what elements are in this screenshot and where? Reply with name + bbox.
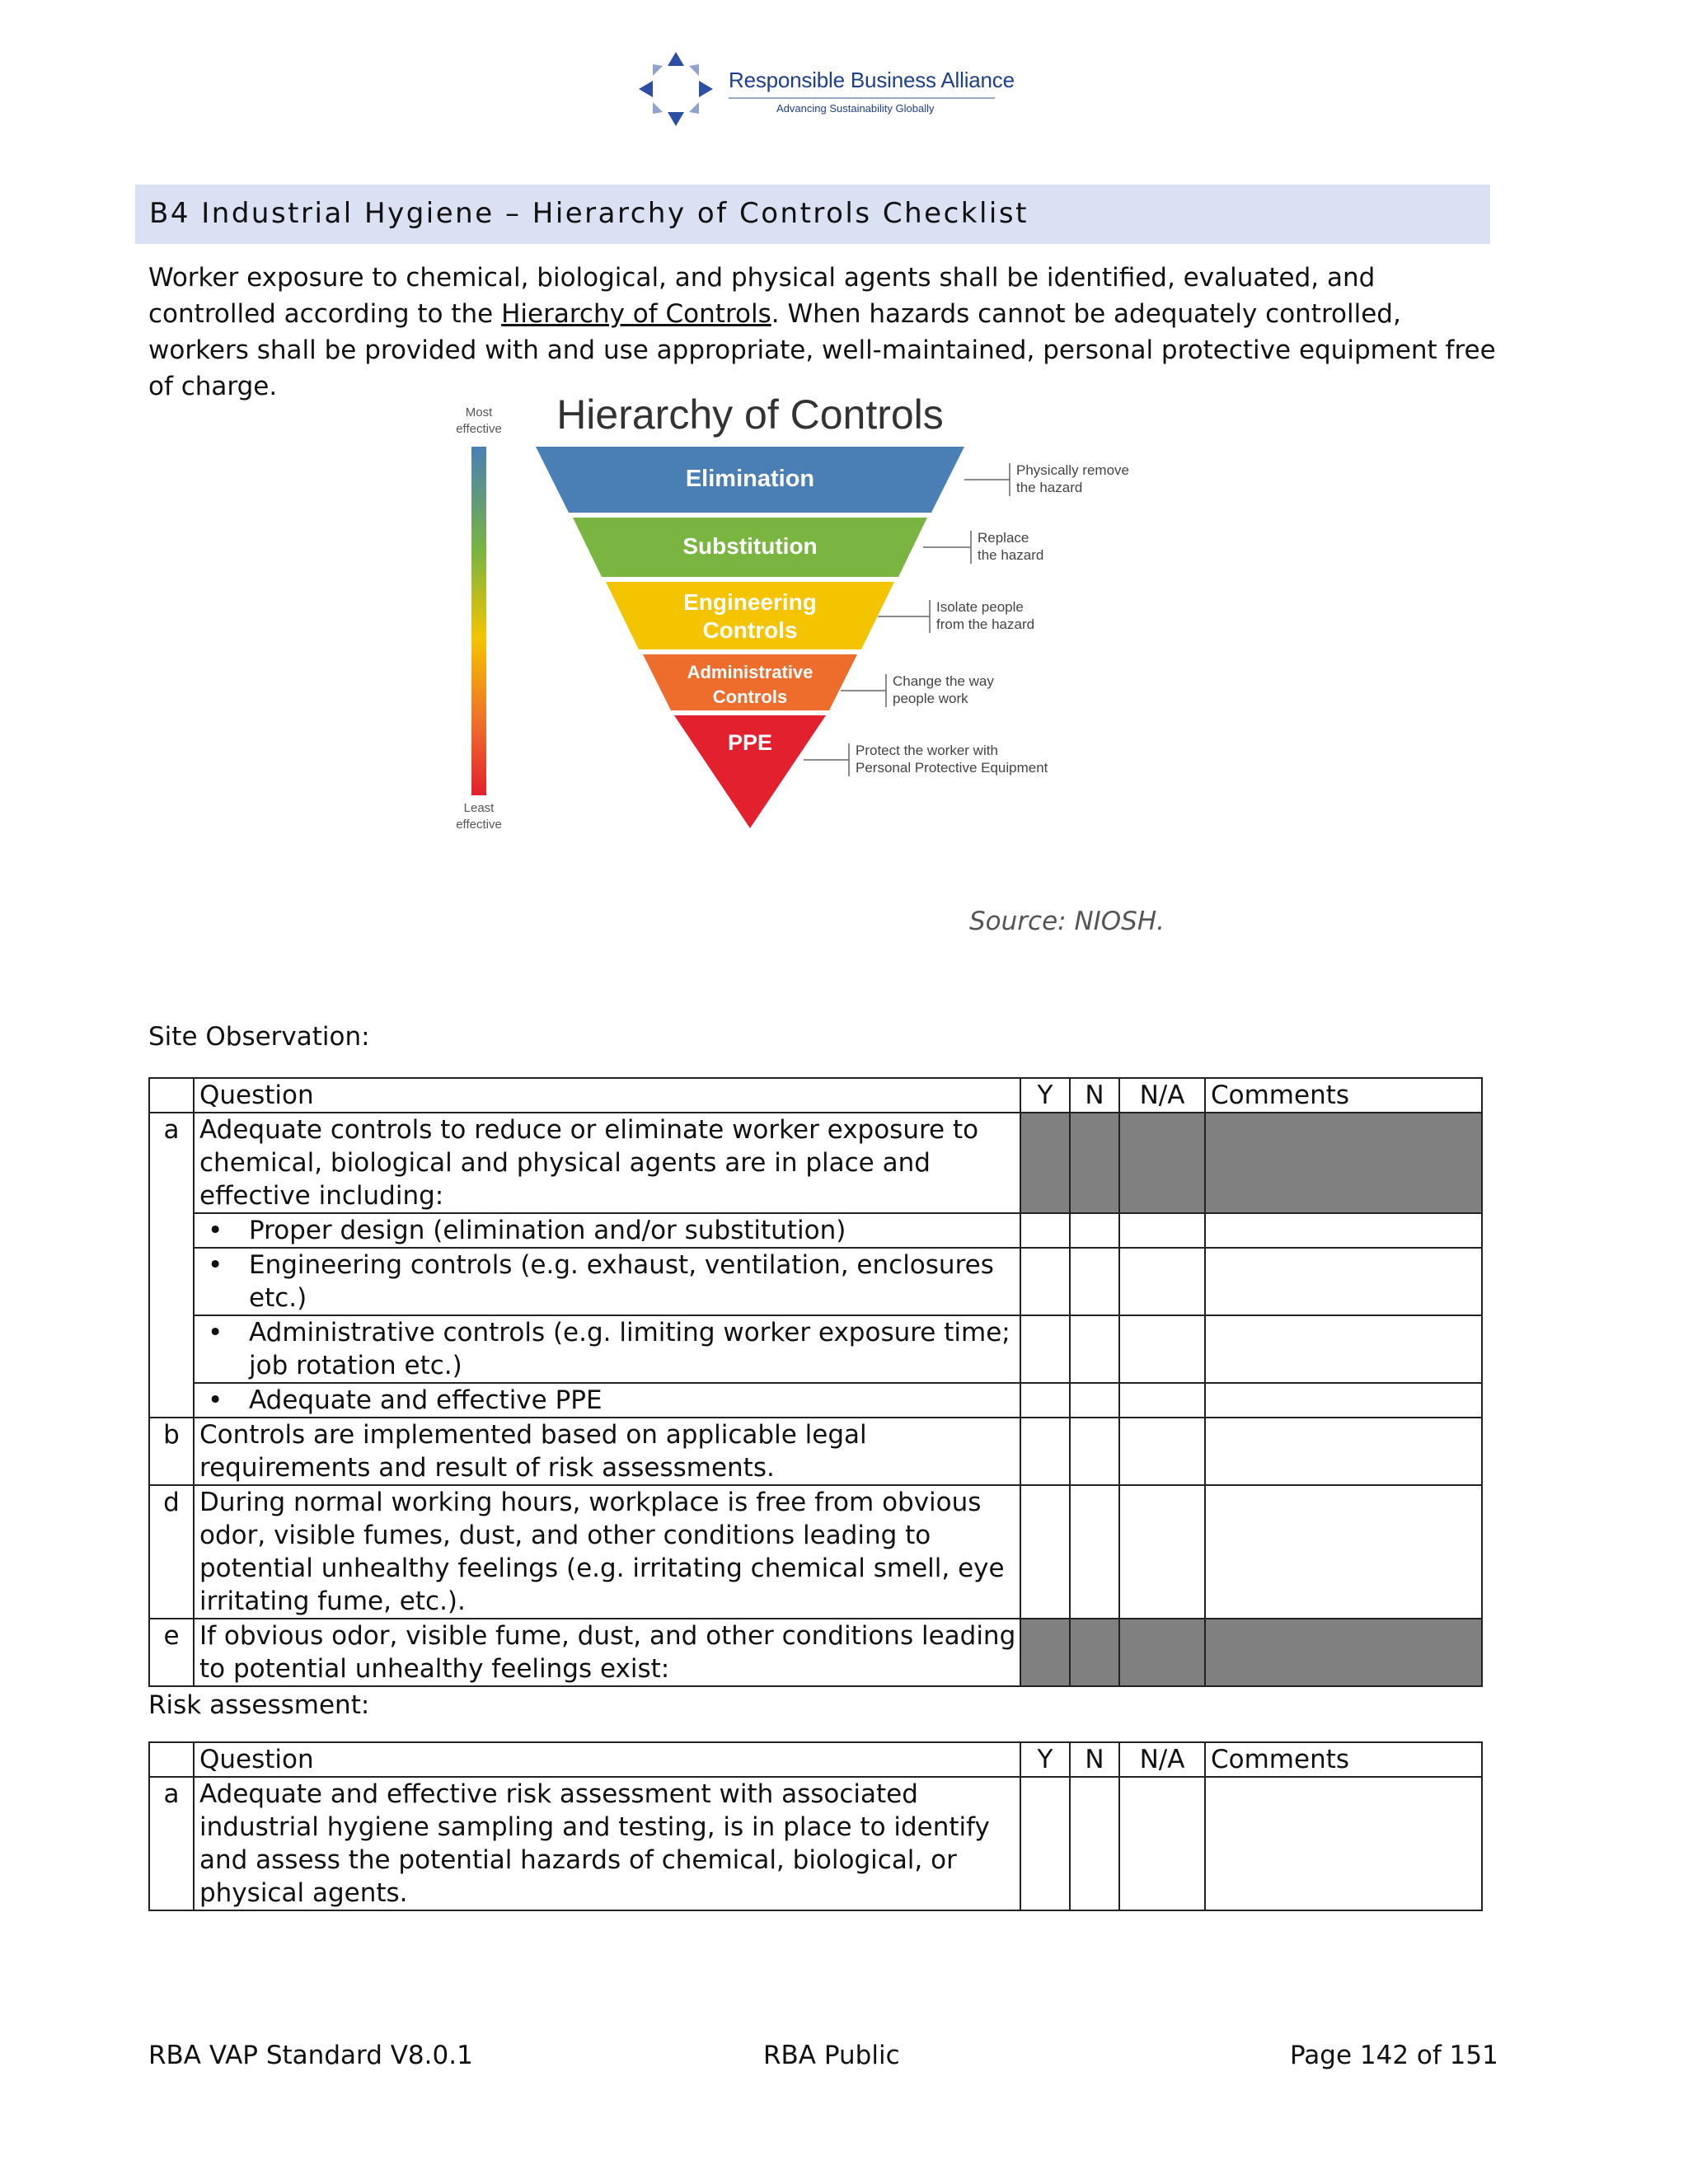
level-engineering-note-1: Isolate people: [936, 599, 1024, 615]
na-header: N/A: [1119, 1078, 1205, 1113]
no-cell[interactable]: [1070, 1485, 1119, 1619]
no-header: N: [1070, 1078, 1119, 1113]
row-letter: a: [149, 1113, 194, 1418]
letter-header: [149, 1742, 194, 1777]
letter-header: [149, 1078, 194, 1113]
yes-header: Y: [1020, 1078, 1070, 1113]
no-cell: [1070, 1619, 1119, 1686]
yes-cell: [1020, 1113, 1070, 1213]
yes-header: Y: [1020, 1742, 1070, 1777]
table-row: [149, 1619, 1482, 1686]
logo-divider: [729, 97, 995, 99]
question-header: Question: [194, 1078, 1020, 1113]
comments-header: Comments: [1205, 1742, 1482, 1777]
level-administrative-label-1: Administrative: [687, 662, 814, 682]
bullet-text: Administrative controls (e.g. limiting worker exposure time; job rotation etc.): [249, 1318, 1010, 1380]
table-row: [149, 1418, 1482, 1485]
na-cell[interactable]: [1119, 1248, 1205, 1315]
row-letter: a: [149, 1777, 194, 1910]
yes-cell[interactable]: [1020, 1485, 1070, 1619]
level-engineering-label-1: Engineering: [683, 589, 817, 615]
question-text: Adequate controls to reduce or eliminate worker exposure to chemical, biological and physical agents are in place and effective including:: [194, 1113, 1020, 1213]
row-letter: b: [149, 1418, 194, 1485]
no-cell[interactable]: [1070, 1418, 1119, 1485]
table-row: [149, 1315, 1482, 1383]
comments-cell[interactable]: [1205, 1315, 1482, 1383]
no-cell[interactable]: [1070, 1248, 1119, 1315]
risk-assessment-label: Risk assessment:: [148, 1690, 370, 1720]
yes-cell[interactable]: [1020, 1383, 1070, 1418]
scale-top-label-1: Most: [465, 405, 493, 419]
scale-top-label-2: effective: [456, 422, 502, 436]
no-cell[interactable]: [1070, 1777, 1119, 1910]
intro-paragraph: [148, 260, 1500, 405]
no-cell[interactable]: [1070, 1213, 1119, 1248]
site-observation-table: [148, 1077, 1483, 1687]
question-header: Question: [194, 1742, 1020, 1777]
na-cell[interactable]: [1119, 1383, 1205, 1418]
question-text: [194, 1248, 1020, 1315]
level-substitution-note-2: the hazard: [978, 547, 1044, 563]
scale-bottom-label-2: effective: [456, 818, 502, 832]
comments-cell: [1205, 1113, 1482, 1213]
bullet-icon: •: [208, 1385, 223, 1415]
section-title: B4 Industrial Hygiene – Hierarchy of Controls Checklist: [149, 197, 1029, 230]
no-cell: [1070, 1113, 1119, 1213]
logo-name: Responsible Business Alliance: [729, 68, 1015, 92]
risk-assessment-table: [148, 1741, 1483, 1911]
question-text: During normal working hours, workplace is free from obvious odor, visible fumes, dust, and other conditions leading to potential unhealthy feelings (e.g. irritating chemical smell, eye irritating fume, etc.).: [194, 1485, 1020, 1619]
level-administrative-note-1: Change the way: [893, 673, 994, 689]
footer-classification: RBA Public: [763, 2041, 900, 2070]
yes-cell[interactable]: [1020, 1315, 1070, 1383]
comments-cell[interactable]: [1205, 1485, 1482, 1619]
row-letter: d: [149, 1485, 194, 1619]
na-cell[interactable]: [1119, 1777, 1205, 1910]
level-engineering-label-2: Controls: [702, 617, 798, 643]
hierarchy-of-controls-link[interactable]: Hierarchy of Controls: [501, 299, 771, 329]
yes-cell[interactable]: [1020, 1777, 1070, 1910]
logo-tagline: Advancing Sustainability Globally: [776, 102, 935, 115]
level-elimination-note-1: Physically remove: [1016, 462, 1129, 478]
level-ppe-label: PPE: [727, 730, 773, 755]
comments-header: Comments: [1205, 1078, 1482, 1113]
level-administrative-note-2: people work: [893, 691, 968, 706]
footer-page-number: Page 142 of 151: [1290, 2041, 1498, 2070]
table-header-row: [149, 1078, 1482, 1113]
bullet-icon: •: [208, 1250, 223, 1280]
row-letter: e: [149, 1619, 194, 1686]
no-cell[interactable]: [1070, 1383, 1119, 1418]
table-row: [149, 1113, 1482, 1213]
level-engineering-note-2: from the hazard: [936, 616, 1035, 632]
comments-cell[interactable]: [1205, 1248, 1482, 1315]
na-header: N/A: [1119, 1742, 1205, 1777]
na-cell[interactable]: [1119, 1315, 1205, 1383]
question-text: Adequate and effective risk assessment with associated industrial hygiene sampling and testing, is in place to identify and assess the potential hazards of chemical, biological, or physical agents.: [194, 1777, 1020, 1910]
question-text: [194, 1383, 1020, 1418]
level-administrative-label-2: Controls: [712, 687, 788, 707]
table-row: [149, 1248, 1482, 1315]
intro-text-end: . When hazards cannot be adequately controlled, workers shall be provided with and use appropriate, well-maintained, personal protective equipment free of charge.: [148, 299, 1496, 401]
table-row: [149, 1383, 1482, 1418]
bullet-icon: •: [208, 1318, 223, 1347]
yes-cell[interactable]: [1020, 1213, 1070, 1248]
source-citation: Source: NIOSH.: [969, 907, 1165, 936]
level-elimination-note-2: the hazard: [1016, 480, 1083, 495]
bullet-text: Proper design (elimination and/or substitution): [249, 1216, 846, 1245]
comments-cell: [1205, 1619, 1482, 1686]
comments-cell[interactable]: [1205, 1213, 1482, 1248]
bullet-icon: •: [208, 1216, 223, 1245]
level-ppe-note-1: Protect the worker with: [856, 743, 998, 758]
effectiveness-scale-bar: [471, 447, 486, 795]
yes-cell[interactable]: [1020, 1248, 1070, 1315]
na-cell[interactable]: [1119, 1485, 1205, 1619]
scale-bottom-label-1: Least: [463, 801, 495, 815]
na-cell: [1119, 1113, 1205, 1213]
yes-cell[interactable]: [1020, 1418, 1070, 1485]
question-text: [194, 1315, 1020, 1383]
na-cell[interactable]: [1119, 1418, 1205, 1485]
footer-document-id: RBA VAP Standard V8.0.1: [148, 2041, 473, 2070]
site-observation-label: Site Observation:: [148, 1022, 370, 1052]
bullet-text: Engineering controls (e.g. exhaust, ventilation, enclosures etc.): [249, 1250, 994, 1313]
table-row: [149, 1485, 1482, 1619]
no-cell[interactable]: [1070, 1315, 1119, 1383]
level-elimination-label: Elimination: [685, 466, 815, 492]
no-header: N: [1070, 1742, 1119, 1777]
level-substitution-note-1: Replace: [978, 530, 1029, 546]
level-ppe-note-2: Personal Protective Equipment: [856, 760, 1048, 776]
question-text: If obvious odor, visible fume, dust, and other conditions leading to potential unhealthy feelings exist:: [194, 1619, 1020, 1686]
table-header-row: [149, 1742, 1482, 1777]
question-text: Controls are implemented based on applicable legal requirements and result of risk assessments.: [194, 1418, 1020, 1485]
na-cell[interactable]: [1119, 1213, 1205, 1248]
na-cell: [1119, 1619, 1205, 1686]
level-substitution-label: Substitution: [682, 533, 818, 559]
question-text: [194, 1213, 1020, 1248]
table-row: [149, 1213, 1482, 1248]
comments-cell[interactable]: [1205, 1383, 1482, 1418]
comments-cell[interactable]: [1205, 1777, 1482, 1910]
comments-cell[interactable]: [1205, 1418, 1482, 1485]
bullet-text: Adequate and effective PPE: [249, 1385, 603, 1415]
intro-text-start: Worker exposure to chemical, biological, and physical agents shall be identified, evaluated, and controlled according to the: [148, 263, 1376, 329]
diagram-title: Hierarchy of Controls: [556, 391, 944, 438]
hierarchy-of-controls-diagram: [445, 387, 1170, 849]
table-row: [149, 1777, 1482, 1910]
yes-cell: [1020, 1619, 1070, 1686]
